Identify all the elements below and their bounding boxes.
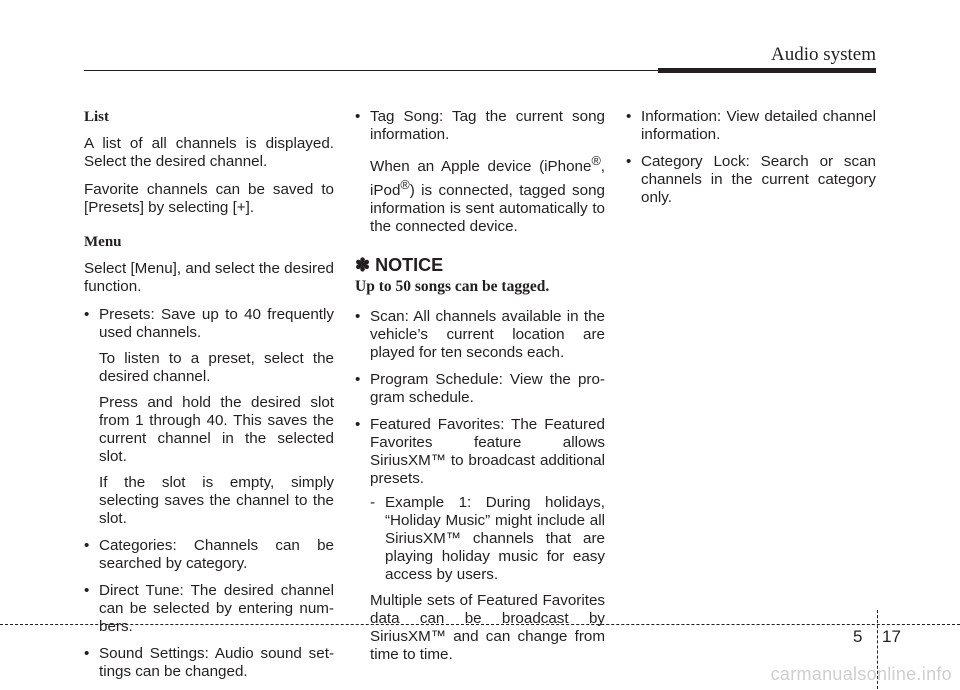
list-description: A list of all channels is displayed. Select the desired channel. [84,135,334,170]
tag-song-list [355,108,605,236]
header-title: Audio system [770,44,876,65]
page-number: 17 [882,627,901,646]
featured-favorites-para: Multiple sets of Featured Favorites data can be broadcast by SiriusXM™ and can change from time to time. [370,592,605,664]
featured-favorites-text [370,416,605,488]
header-rule [84,70,664,71]
tag-song-text: • Tag Song: Tag the current song information. [370,108,605,143]
info-feature-list [626,108,876,207]
list-item-featured-favorites [355,416,605,664]
list-item-presets [84,306,334,528]
presets-para-1: To listen to a preset, select the desired channel. [99,350,334,385]
featured-line-b: Favorites feature allows SiriusXM™ [370,434,605,470]
list-item-program-schedule [355,371,605,407]
watermark: carmanualsonline.info [770,664,952,684]
notice-icon: ✽ [355,255,371,276]
footer-rule [0,624,960,625]
header-rule-accent [658,68,876,73]
program-schedule-text: • Program Schedule: View the pro-gram schedule. [370,371,605,407]
list-item-sound-settings [84,645,334,681]
list-favorites-text: Favorite channels can be saved to [Presets] by selecting [+]. [84,181,334,216]
column-2 [355,108,605,673]
presets-para-2: Press and hold the desired slot from 1 through 40. This saves the current channel in the selected slot. [99,394,334,465]
registered-mark: ® [400,178,410,193]
presets-para-3: If the slot is empty, simply selecting saves the channel to the slot. [99,474,334,527]
list-item-direct-tune [84,582,334,636]
dash-marker: - [370,494,376,512]
list-item-tag-song [355,108,605,236]
list-heading: List [84,109,110,125]
direct-tune-text: • Direct Tune: The desired channel can be selected by entering num-bers. [99,582,334,635]
menu-heading: Menu [84,234,122,250]
tag-song-para [370,152,605,236]
featured-line-c: to broadcast additional presets. [370,452,605,488]
list-item-category-lock [626,153,876,207]
category-lock-text: • Category Lock: Search or scan channels in the current category only. [641,153,876,206]
example-item [370,494,605,584]
section-number: 5 [853,627,863,646]
registered-mark: ® [591,154,601,168]
featured-line-a: Featured Favorites: The Featured [370,416,605,434]
example-text: Example 1: During holidays, “Holiday Music” might include all SiriusXM™ channels that are playing holiday music for easy access by users. [385,494,605,584]
notice-heading [355,254,605,276]
channel-feature-list [355,308,605,664]
list-item-categories [84,537,334,573]
categories-text: • Categories: Channels can be searched by category. [99,537,334,572]
scan-text: • Scan: All channels available in the vehicle’s current location are played for ten seconds each. [370,308,605,362]
column-3 [626,108,876,216]
presets-text: • Presets: Save up to 40 frequently used channels. [99,306,334,341]
tag-song-para-b: , iPod [370,158,605,200]
tag-song-para-c: ) is connected, tagged song information is sent automatically to the connected device. [370,182,605,236]
column-1 [84,108,334,690]
sound-settings-text: • Sound Settings: Audio sound set-tings can be changed. [99,645,334,680]
notice-title: NOTICE [375,255,444,276]
information-text: • Information: View detailed channel information. [641,108,876,143]
tag-song-para-a: When an Apple device (iPhone [370,158,592,176]
list-item-scan [355,308,605,362]
notice-text: Up to 50 songs can be tagged. [355,278,550,296]
list-item-information [626,108,876,144]
menu-description: Select [Menu], and select the desired function. [84,260,334,295]
